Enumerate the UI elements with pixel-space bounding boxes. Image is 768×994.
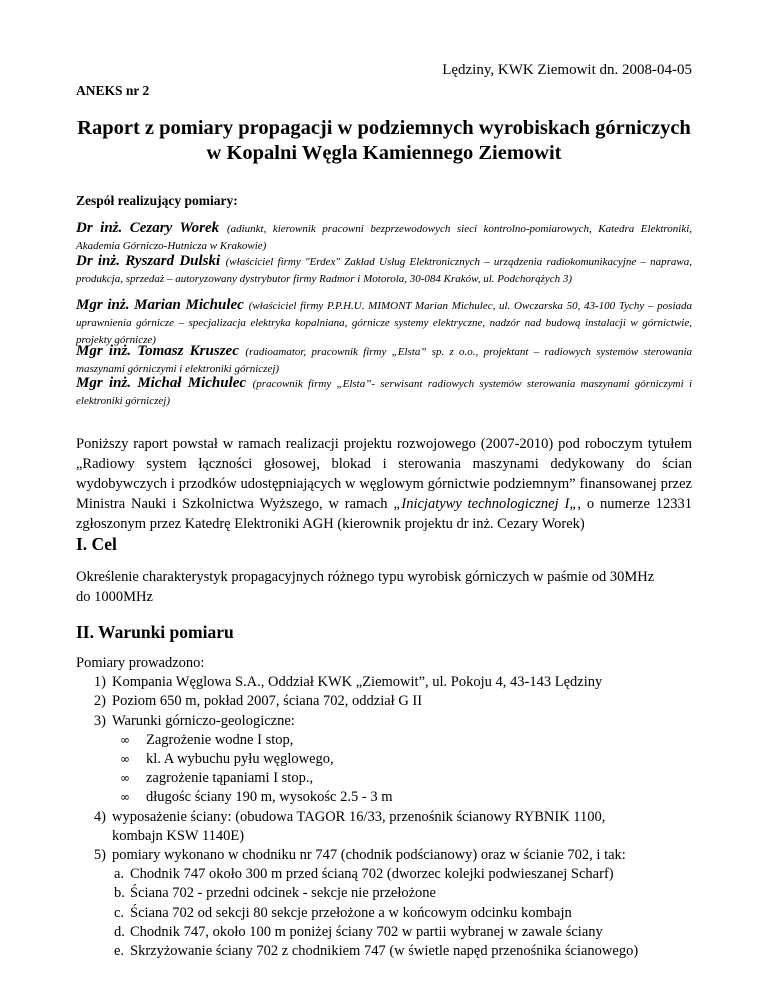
list-text: wyposażenie ściany: (obudowa TAGOR 16/33, przenośnik ścianowy RYBNIK 1100, bbox=[112, 808, 606, 825]
bullet-text: zagrożenie tąpaniami I stop., bbox=[146, 770, 314, 787]
team-member bbox=[76, 297, 692, 348]
list-text: Warunki górniczo-geologiczne: bbox=[112, 712, 295, 729]
member-name: Dr inż. Ryszard Dulski bbox=[76, 253, 221, 269]
sub-list-letter: d. bbox=[114, 923, 125, 940]
list-item bbox=[76, 846, 716, 865]
bullet-item bbox=[76, 750, 716, 769]
bullet-item bbox=[76, 769, 716, 788]
sub-list-item bbox=[76, 942, 716, 961]
team-member bbox=[76, 220, 692, 254]
annex-label: ANEKS nr 2 bbox=[76, 83, 150, 98]
list-item bbox=[76, 712, 716, 731]
member-description: (pracownik firmy „Elsta”- serwisant radiowych systemów sterowania maszynami górniczymi i elektroniki górniczej) bbox=[76, 378, 692, 407]
date-line: Lędziny, KWK Ziemowit dn. 2008-04-05 bbox=[442, 62, 692, 78]
list-item bbox=[76, 673, 716, 692]
member-name: Dr inż. Cezary Worek bbox=[76, 220, 220, 236]
list-item bbox=[76, 692, 716, 711]
member-description: (właściciel firmy "Erdex" Zakład Usług Elektronicznych – urządzenia radiokomunikacyjne – naprawa, produkcja, sprzedaż – autoryzowany dystrybutor firmy Radmor i Motorola, 30-084 Kraków, ul. Podchorążych 3) bbox=[76, 256, 692, 285]
section-1-body bbox=[76, 567, 692, 607]
bullet-text: Zagrożenie wodne I stop, bbox=[146, 731, 294, 748]
infinity-bullet-icon: ∞ bbox=[120, 752, 130, 767]
list-number: 5) bbox=[93, 847, 106, 864]
team-member bbox=[76, 343, 692, 377]
section-1-heading: I. Cel bbox=[76, 534, 117, 554]
bullet-text: kl. A wybuchu pyłu węglowego, bbox=[146, 751, 334, 768]
title-line-1: Raport z pomiary propagacji w podziemnych wyrobiskach górniczych bbox=[77, 117, 691, 139]
sub-list-item bbox=[76, 904, 716, 923]
member-description: (radioamator, pracownik firmy „Elsta” sp. z o.o., projektant – radiowych systemów sterowania maszynami górniczymi i elektroniki górniczej) bbox=[76, 346, 692, 375]
section-2-heading: II. Warunki pomiaru bbox=[76, 622, 234, 642]
sub-list-item bbox=[76, 923, 716, 942]
member-description: (właściciel firmy P.P.H.U. MIMONT Marian Michulec, ul. Owczarska 50, 43-100 Tychy – posiada uprawnienia górnicze – specjalizacja elektryka kopalniana, górnicze systemy elektryczne, nadzór nad budową instalacji w górnictwie, projekty górnicze) bbox=[76, 300, 693, 346]
sub-list-item bbox=[76, 865, 716, 884]
list-number: 1) bbox=[93, 674, 106, 691]
sub-list-text: Skrzyżowanie ściany 702 z chodnikiem 747 (w świetle napęd przenośnika ścianowego) bbox=[130, 943, 639, 960]
title-line-2: w Kopalni Węgla Kamiennego Ziemowit bbox=[206, 142, 562, 164]
intro-italic-text: „Inicjatywy technologicznej I„ bbox=[393, 496, 578, 512]
member-name: Mgr inż. Michał Michulec bbox=[76, 375, 247, 391]
list-text: pomiary wykonano w chodniku nr 747 (chodnik podścianowy) oraz w ścianie 702, i tak: bbox=[112, 847, 626, 864]
sub-list-text: Chodnik 747, około 100 m poniżej ściany 702 w partii wybranej w zawale ściany bbox=[130, 923, 603, 940]
team-member bbox=[76, 375, 692, 409]
list-text: Kompania Węglowa S.A., Oddział KWK „Ziemowit”, ul. Pokoju 4, 43-143 Lędziny bbox=[112, 674, 603, 691]
intro-text-end: , o numerze 12331 zgłoszonym przez Katedrę Elektroniki AGH (kierownik projektu dr inż. Cezary Worek) bbox=[76, 496, 693, 532]
sub-list-letter: b. bbox=[114, 885, 125, 902]
sub-list-text: Ściana 702 od sekcji 80 sekcje przełożone a w końcowym odcinku kombajn bbox=[130, 904, 572, 921]
sub-list-item bbox=[76, 884, 716, 903]
team-heading: Zespół realizujący pomiary: bbox=[76, 193, 238, 208]
infinity-bullet-icon: ∞ bbox=[120, 771, 130, 786]
bullet-item bbox=[76, 788, 716, 807]
list-item-continuation: kombajn KSW 1140E) bbox=[112, 827, 245, 844]
section-1-line: do 1000MHz bbox=[76, 589, 153, 605]
intro-text: Poniższy raport powstał w ramach realizacji projektu rozwojowego (2007-2010) pod roboczym tytułem „Radiowy system łączności głosowej, blokad i sterowania maszynami dedykowany do ścian wydobywczych i przodków udostępniających w węglowym górnictwie podziemnym” finansowanej przez Ministra Nauki i Szkolnictwa Wyższego, w ramach bbox=[76, 436, 692, 512]
report-title bbox=[60, 116, 708, 166]
section-1-line: Określenie charakterystyk propagacyjnych różnego typu wyrobisk górniczych w paśmie od 30MHz bbox=[76, 569, 655, 585]
conditions-intro: Pomiary prowadzono: bbox=[76, 655, 205, 671]
sub-list-text: Chodnik 747 około 300 m przed ścianą 702 (dworzec kolejki podwieszanej Scharf) bbox=[130, 866, 614, 883]
member-description: (adiunkt, kierownik pracowni bezprzewodowych sieci kontrolno-pomiarowych, Katedra Elektroniki, Akademia Górniczo-Hutnicza w Krakowie) bbox=[76, 223, 693, 252]
list-text: Poziom 650 m, pokład 2007, ściana 702, oddział G II bbox=[112, 693, 423, 710]
member-name: Mgr inż. Tomasz Kruszec bbox=[76, 343, 239, 359]
intro-paragraph bbox=[76, 434, 692, 534]
list-item bbox=[76, 808, 716, 827]
sub-list-letter: e. bbox=[114, 943, 125, 960]
list-number: 4) bbox=[93, 808, 106, 825]
member-name: Mgr inż. Marian Michulec bbox=[76, 297, 244, 313]
infinity-bullet-icon: ∞ bbox=[120, 790, 130, 805]
list-number: 3) bbox=[93, 712, 106, 729]
bullet-text: długośc ściany 190 m, wysokośc 2.5 - 3 m bbox=[146, 789, 393, 806]
bullet-item bbox=[76, 731, 716, 750]
list-number: 2) bbox=[93, 693, 106, 710]
infinity-bullet-icon: ∞ bbox=[120, 732, 130, 747]
conditions-list bbox=[76, 654, 716, 961]
sub-list-text: Ściana 702 - przedni odcinek - sekcje nie przełożone bbox=[130, 885, 436, 902]
sub-list-letter: a. bbox=[114, 866, 125, 883]
sub-list-letter: c. bbox=[114, 904, 125, 921]
team-member bbox=[76, 253, 692, 287]
